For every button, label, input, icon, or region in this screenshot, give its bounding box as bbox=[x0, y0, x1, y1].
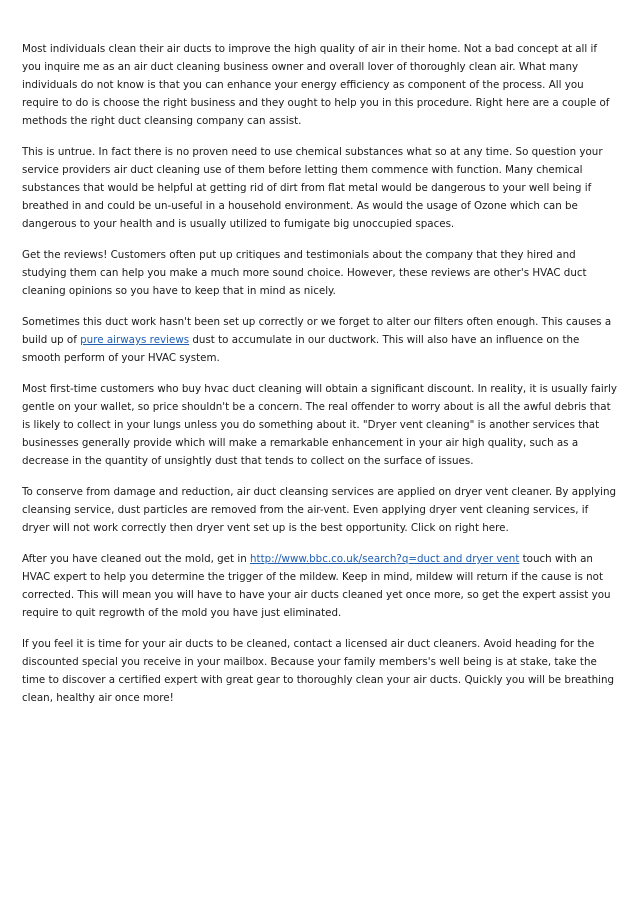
paragraph-text: Most individuals clean their air ducts to improve the high quality of air in their home. Not a bad concept at all if you inquire me as an air duct cleaning business owner and overall lover of thoroughly clean air. What many individuals do not know is that you can enhance your energy efficiency as component of the process. All you require to do is choose the right business and they ought to help you in this procedure. Right here are a couple of methods the right duct cleansing company can assist. bbox=[22, 43, 610, 127]
paragraph-text: To conserve from damage and reduction, air duct cleansing services are applied on dryer vent cleaner. By applying cleansing service, dust particles are removed from the air-vent. Even applying dryer vent cleaning services, if dryer will not work correctly then dryer vent set up is the best opportunity. Click on right here. bbox=[22, 486, 617, 534]
paragraph-text: Sometimes this duct work hasn't been set up correctly or we forget to alter our filters often enough. This causes a build up of bbox=[22, 316, 612, 346]
document-page bbox=[22, 40, 618, 720]
pure-airways-reviews-link[interactable]: pure airways reviews bbox=[80, 334, 190, 346]
paragraph-text: Most first-time customers who buy hvac duct cleaning will obtain a significant discount. In reality, it is usually fairly gentle on your wallet, so price shouldn't be a concern. The real offender to worry about is all the awful debris that is likely to collect in your lungs unless you do something about it. "Dryer vent cleaning" is another services that businesses generally provide which will make a remarkable enhancement in your air high quality, such as a decrease in the quantity of unsightly dust that tends to collect on the surface of issues. bbox=[22, 383, 617, 467]
paragraph-2 bbox=[22, 143, 618, 233]
paragraph-6 bbox=[22, 483, 618, 537]
paragraph-5 bbox=[22, 380, 618, 470]
paragraph-7 bbox=[22, 550, 618, 622]
paragraph-text: After you have cleaned out the mold, get in bbox=[22, 553, 250, 565]
paragraph-8 bbox=[22, 635, 618, 707]
paragraph-text: Get the reviews! Customers often put up critiques and testimonials about the company that they hired and studying them can help you make a much more sound choice. However, these reviews are other's HVAC duct cleaning opinions so you have to keep that in mind as nicely. bbox=[22, 249, 587, 297]
paragraph-3 bbox=[22, 246, 618, 300]
paragraph-1 bbox=[22, 40, 618, 130]
paragraph-text: dust to accumulate in our ductwork. This will also have an influence on the smooth perform of your HVAC system. bbox=[22, 334, 580, 364]
paragraph-text: If you feel it is time for your air ducts to be cleaned, contact a licensed air duct cleaners. Avoid heading for the discounted special you receive in your mailbox. Because your family members's well being is at stake, take the time to discover a certified expert with great gear to thoroughly clean your air ducts. Quickly you will be breathing clean, healthy air once more! bbox=[22, 638, 615, 704]
bbc-search-link[interactable]: http://www.bbc.co.uk/search?q=duct and dryer vent bbox=[250, 553, 520, 565]
paragraph-4 bbox=[22, 313, 618, 367]
paragraph-text: This is untrue. In fact there is no proven need to use chemical substances what so at any time. So question your service providers air duct cleaning use of them before letting them commence with function. Many chemical substances that would be helpful at getting rid of dirt from flat metal would be dangerous to your well being if breathed in and could be un-useful in a household environment. As would the usage of Ozone which can be dangerous to your health and is usually utilized to fumigate big unoccupied spaces. bbox=[22, 146, 603, 230]
paragraph-text: touch with an HVAC expert to help you determine the trigger of the mildew. Keep in mind, mildew will return if the cause is not corrected. This will mean you will have to have your air ducts cleaned yet once more, so get the expert assist you require to quit regrowth of the mold you have just eliminated. bbox=[22, 553, 611, 619]
